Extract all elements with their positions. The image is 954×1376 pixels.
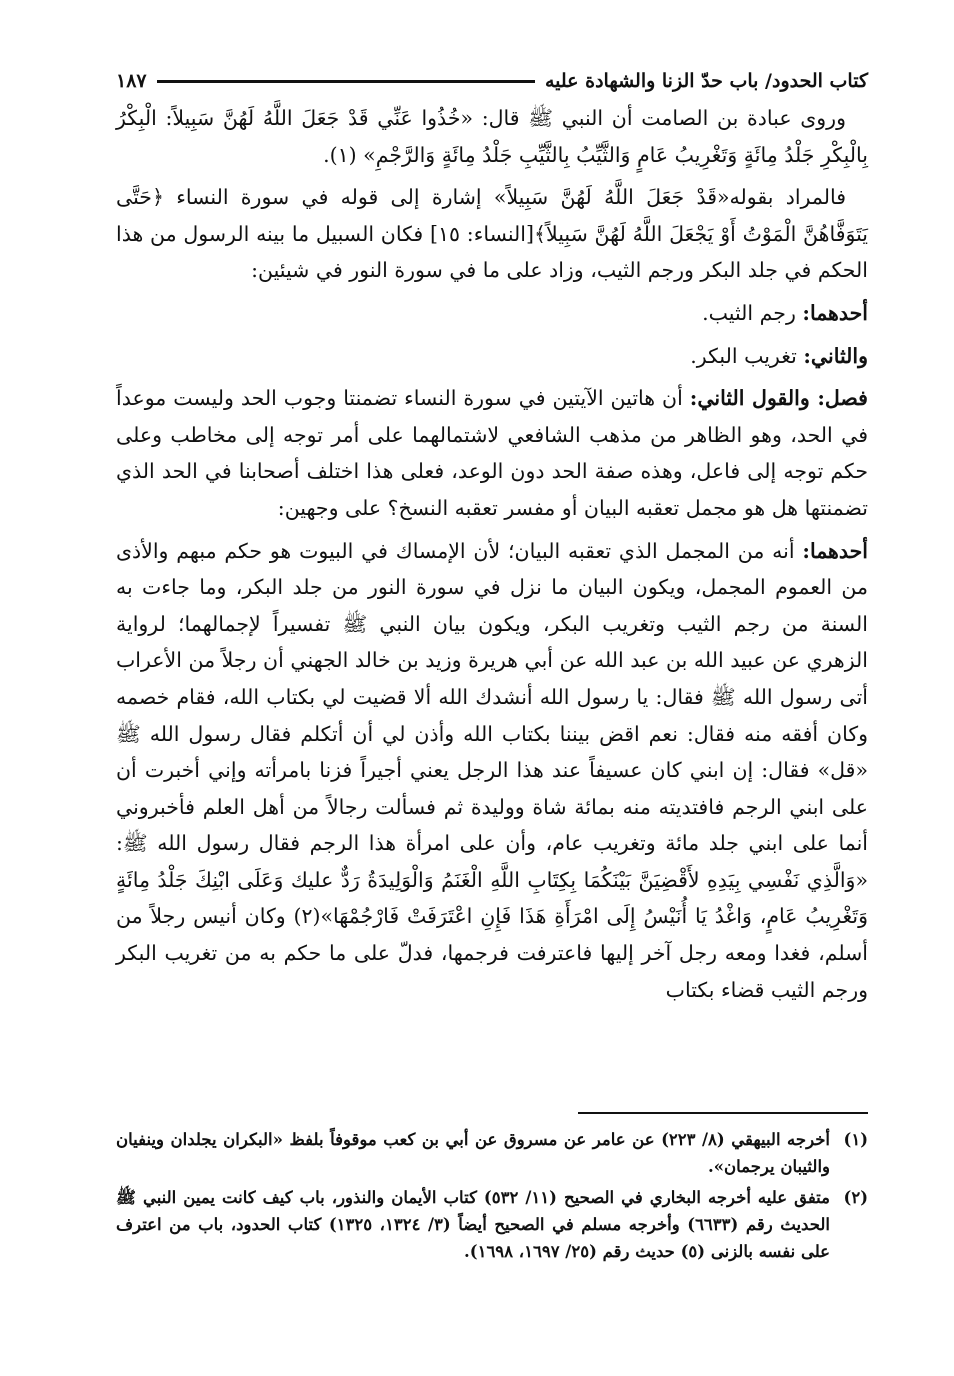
chapter-title: كتاب الحدود/ باب حدّ الزنا والشهادة عليه xyxy=(544,70,868,92)
header-rule xyxy=(157,80,535,83)
running-header xyxy=(116,66,868,96)
page-number: ١٨٧ xyxy=(116,70,147,92)
paragraph-6 xyxy=(116,533,868,1009)
footnotes xyxy=(116,1126,868,1269)
paragraph-1: وروى عبادة بن الصامت أن النبي ﷺ قال: «خُذُوا عَنِّي قَدْ جَعَلَ اللَّهُ لَهُنَّ سَبِيلاً: الْبِكْرُ بِالْبِكْرِ جَلْدُ مِائَةٍ وَتَغْرِيبُ عَامٍ وَالثَّيِّبُ بِالثَّيِّبِ جَلْدُ مِائَةٍ وَالرَّجْمِ» (١). xyxy=(116,106,868,167)
footnote-text: متفق عليه أخرجه البخاري في الصحيح (١١/ ٥٣٢) كتاب الأيمان والنذور، باب كيف كانت يمين النبي ﷺ الحديث رقم (٦٦٣٣) وأخرجه مسلم في الصحيح أيضاً (٣/ ١٣٢٤، ١٣٢٥) كتاب الحدود، باب من اعترف على نفسه بالزنى (٥) حديث رقم (٢٥/ ١٦٩٧، ١٦٩٨). xyxy=(116,1188,830,1261)
paragraph-6-label: أحدهما: xyxy=(802,538,868,563)
paragraph-3-label: أحدهما: xyxy=(802,300,868,325)
section-heading: فصل: والقول الثاني: xyxy=(689,386,868,411)
paragraph-3 xyxy=(116,295,868,332)
paragraph-3-text: رجم الثيب. xyxy=(702,300,796,325)
footnote-number: (٢) xyxy=(843,1188,868,1207)
footnote-text: أخرجه البيهقي (٨/ ٢٢٣) عن عامر عن مسروق عن أبي بن كعب موقوفاً بلفظ «البكران يجلدان وينفيان والثيبان يرجمان». xyxy=(116,1130,830,1176)
paragraph-5-text: أن هاتين الآيتين في سورة النساء تضمنتا وجوب الحد وليست موعداً في الحد، وهو الظاهر من مذهب الشافعي لاشتمالهما على أمر توجه إلى مخاطب وعلى حكم توجه إلى فاعل، وهذه صفة الحد دون الوعد، فعلى هذا اختلف أصحابنا في الحد الذي تضمنتها هل هو مجمل تعقبه البيان أو مفسر تعقبه النسخ؟ على وجهين: xyxy=(116,386,868,520)
footnote-1 xyxy=(116,1126,868,1180)
paragraph-5 xyxy=(116,380,868,526)
paragraph-2: فالمراد بقوله«قَدْ جَعَلَ اللَّهُ لَهُنَّ سَبِيلاً» إشارة إلى قوله في سورة النساء ﴿حَتَّى يَتَوَفَّاهُنَّ الْمَوْتُ أَوْ يَجْعَلَ اللَّهُ لَهُنَّ سَبِيلاً﴾[النساء: ١٥] فكان السبيل ما بينه الرسول من هذا الحكم في جلد البكر ورجم الثيب، وزاد على ما في سورة النور في شيئين: xyxy=(116,185,868,283)
footnote-number: (١) xyxy=(843,1130,868,1149)
paragraph-4-text: تغريب البكر. xyxy=(690,343,797,368)
footnote-divider xyxy=(578,1112,868,1114)
footnote-2 xyxy=(116,1184,868,1265)
main-text xyxy=(116,100,868,1014)
paragraph-4-label: والثاني: xyxy=(803,343,868,368)
paragraph-6-text: أنه من المجمل الذي تعقبه البيان؛ لأن الإمساك في البيوت هو حكم مبهم والأذى من العموم المجمل، ويكون البيان ما نزل في سورة النور من جلد البكر، وما جاءت به السنة من رجم الثيب وتغريب البكر، ويكون بيان النبي ﷺ تفسيراً لإجمالهما؛ لرواية الزهري عن عبيد الله بن عبد الله عن أبي هريرة وزيد بن خالد الجهني أن رجلاً من الأعراب أتى رسول الله ﷺ فقال: يا رسول الله أنشدك الله ألا قضيت لي بكتاب الله، فقام خصمه وكان أفقه منه فقال: نعم اقض بيننا بكتاب الله وأذن لي أن أتكلم فقال رسول الله ﷺ «قل» فقال: إن ابني كان عسيفاً عند هذا الرجل يعني أجيراً فزنا بامرأته وإني أخبرت أن على ابني الرجم فافتديته منه بمائة شاة ووليدة ثم فسألت رجالاً من أهل العلم فأخبروني أنما على ابني جلد مائة وتغريب عام، وأن على امرأة هذا الرجم فقال رسول الله ﷺ: «وَالَّذِي نَفْسِي بِيَدِهِ لأَقْضِيَنَّ بَيْنَكُمَا بِكِتَابِ اللَّهِ الْغَنَمُ وَالْوَلِيدَةُ رَدٌّ عليك وَعَلَى ابْنِكَ جَلْدُ مِائَةٍ وَتَغْرِيبُ عَامٍ، وَاغْدُ يَا أُنَيْسُ إِلَى امْرَأَةِ هَذَا فَإِنِ اعْتَرَفَتْ فَارْجُمْهَا»(٢) وكان أنيس رجلاً من أسلم، فغدا ومعه رجل آخر إليها فاعترفت فرجمها، فدلّ على ما حكم به من تغريب البكر ورجم الثيب قضاء بكتاب xyxy=(116,538,868,1002)
paragraph-4 xyxy=(116,338,868,375)
